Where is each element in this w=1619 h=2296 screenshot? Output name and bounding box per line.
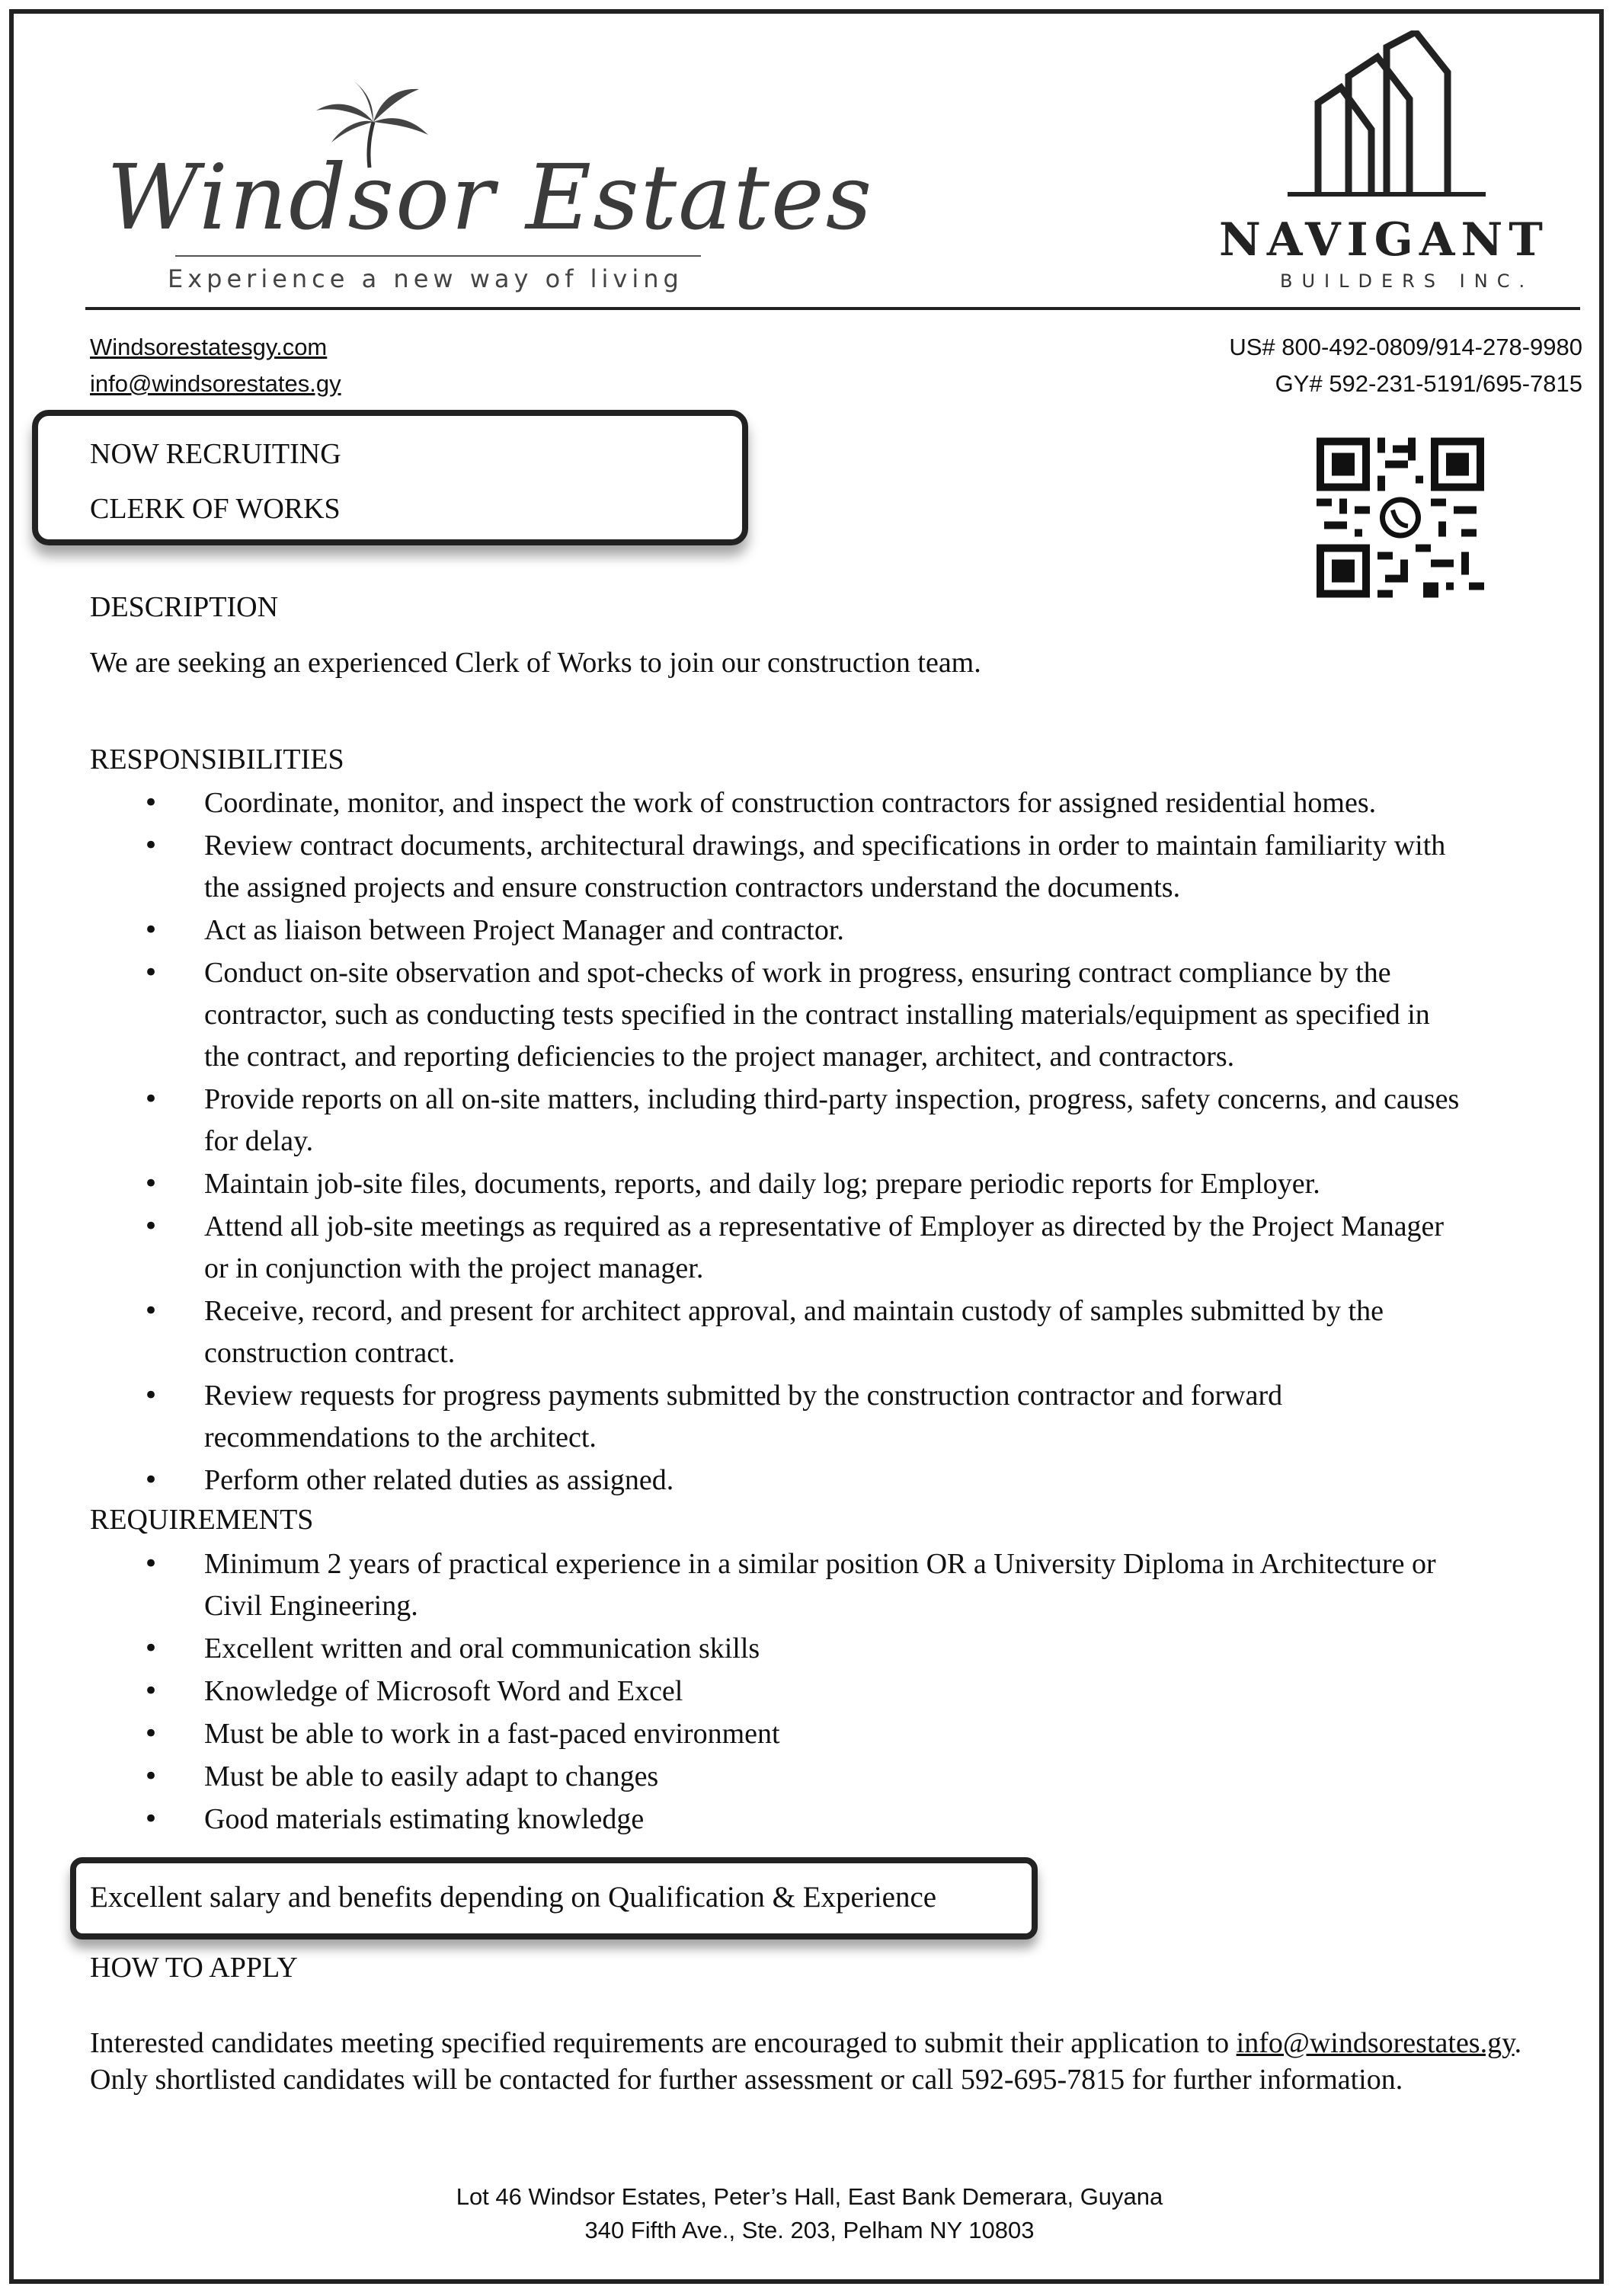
list-item	[0, 910, 1470, 951]
salary-banner: Excellent salary and benefits depending on Qualification & Experience	[90, 1881, 937, 1914]
list-item	[0, 1290, 1470, 1374]
list-item-text: • Maintain job-site files, documents, reports, and daily log; prepare periodic reports for Employer.	[204, 1168, 1320, 1200]
header-divider	[85, 307, 1580, 310]
logo-underline	[175, 255, 701, 257]
apply-text-after: . Only shortlisted candidates will be contacted for further assessment or call 592-695-7815 for further information.	[90, 2027, 1522, 2096]
list-item-text: • Attend all job-site meetings as required as a representative of Employer as directed by the Project Manager or in conjunction with the project manager.	[204, 1210, 1445, 1284]
list-item-text: • Review contract documents, architectural drawings, and specifications in order to maintain familiarity with the assigned projects and ensure construction contractors understand the documents.	[204, 830, 1446, 903]
responsibilities-list	[0, 782, 1470, 1502]
description-text: We are seeking an experienced Clerk of Works to join our construction team.	[90, 647, 981, 679]
list-item	[0, 1460, 1470, 1501]
list-item	[0, 1713, 1470, 1755]
requirements-list	[0, 1543, 1470, 1841]
windsor-estates-wordmark: Windsor Estates	[107, 145, 874, 250]
apply-email-link[interactable]: info@windsorestates.gy	[1236, 2027, 1515, 2059]
list-item	[0, 1543, 1470, 1627]
list-item-text: • Knowledge of Microsoft Word and Excel	[204, 1675, 683, 1707]
windsor-estates-logo	[91, 72, 874, 301]
list-item	[0, 825, 1470, 909]
gy-phone: GY# 592-231-5191/695-7815	[1275, 370, 1582, 397]
list-item	[0, 1206, 1470, 1290]
list-item	[0, 1799, 1470, 1840]
banner-line-1: NOW RECRUITING	[90, 438, 341, 470]
contact-links	[90, 329, 341, 402]
list-item	[0, 1079, 1470, 1162]
apply-text-before: Interested candidates meeting specified requirements are encouraged to submit their application to	[90, 2027, 1237, 2059]
requirements-heading: REQUIREMENTS	[90, 1504, 314, 1536]
qr-code-icon	[1317, 436, 1484, 599]
description-heading: DESCRIPTION	[90, 591, 279, 623]
website-link[interactable]: Windsorestatesgy.com	[90, 334, 328, 360]
apply-text	[90, 2025, 1583, 2098]
list-item-text: • Perform other related duties as assigned.	[204, 1464, 674, 1496]
banner-line-2: CLERK OF WORKS	[90, 493, 341, 525]
list-item-text: • Must be able to work in a fast-paced environment	[204, 1718, 780, 1750]
navigant-wordmark: NAVIGANT	[1219, 213, 1549, 267]
list-item-text: • Minimum 2 years of practical experience in a similar position OR a University Diploma in Architecture or Civil Engineering.	[204, 1548, 1436, 1622]
list-item	[0, 1671, 1470, 1712]
footer-address-guyana: Lot 46 Windsor Estates, Peter’s Hall, East Bank Demerara, Guyana	[456, 2183, 1163, 2210]
responsibilities-heading: RESPONSIBILITIES	[90, 743, 344, 775]
building-outline-icon	[1288, 30, 1486, 202]
list-item-text: • Receive, record, and present for architect approval, and maintain custody of samples submitted by the construction contract.	[204, 1295, 1384, 1369]
list-item	[0, 1163, 1470, 1205]
list-item-text: • Provide reports on all on-site matters, including third-party inspection, progress, safety concerns, and causes for delay.	[204, 1083, 1460, 1157]
list-item	[0, 1756, 1470, 1798]
navigant-logo	[1219, 30, 1549, 297]
list-item	[0, 1628, 1470, 1670]
list-item-text: • Must be able to easily adapt to changes	[204, 1760, 659, 1792]
us-phone: US# 800-492-0809/914-278-9980	[1229, 334, 1582, 360]
navigant-subtitle: BUILDERS INC.	[1280, 270, 1534, 292]
list-item-text: • Coordinate, monitor, and inspect the work of construction contractors for assigned residential homes.	[204, 787, 1377, 819]
email-link[interactable]: info@windsorestates.gy	[90, 370, 341, 397]
list-item	[0, 782, 1470, 824]
phone-numbers	[1229, 329, 1582, 402]
whatsapp-icon	[1374, 492, 1426, 544]
footer-address-ny: 340 Fifth Ave., Ste. 203, Pelham NY 10803	[584, 2217, 1035, 2243]
apply-heading: HOW TO APPLY	[90, 1952, 298, 1984]
list-item-text: • Conduct on-site observation and spot-checks of work in progress, ensuring contract compliance by the contractor, such as conducting tests specified in the contract installing materials/equipment as specified in the contract, and reporting deficiencies to the project manager, architect, and contractors.	[204, 957, 1430, 1073]
list-item	[0, 1375, 1470, 1459]
recruiting-banner	[90, 427, 341, 536]
list-item-text: • Excellent written and oral communication skills	[204, 1632, 760, 1664]
windsor-estates-tagline: Experience a new way of living	[168, 264, 683, 293]
list-item-text: • Review requests for progress payments submitted by the construction contractor and forward recommendations to the architect.	[204, 1380, 1283, 1453]
list-item-text: • Good materials estimating knowledge	[204, 1803, 645, 1835]
list-item-text: • Act as liaison between Project Manager and contractor.	[204, 914, 844, 946]
list-item	[0, 952, 1470, 1078]
